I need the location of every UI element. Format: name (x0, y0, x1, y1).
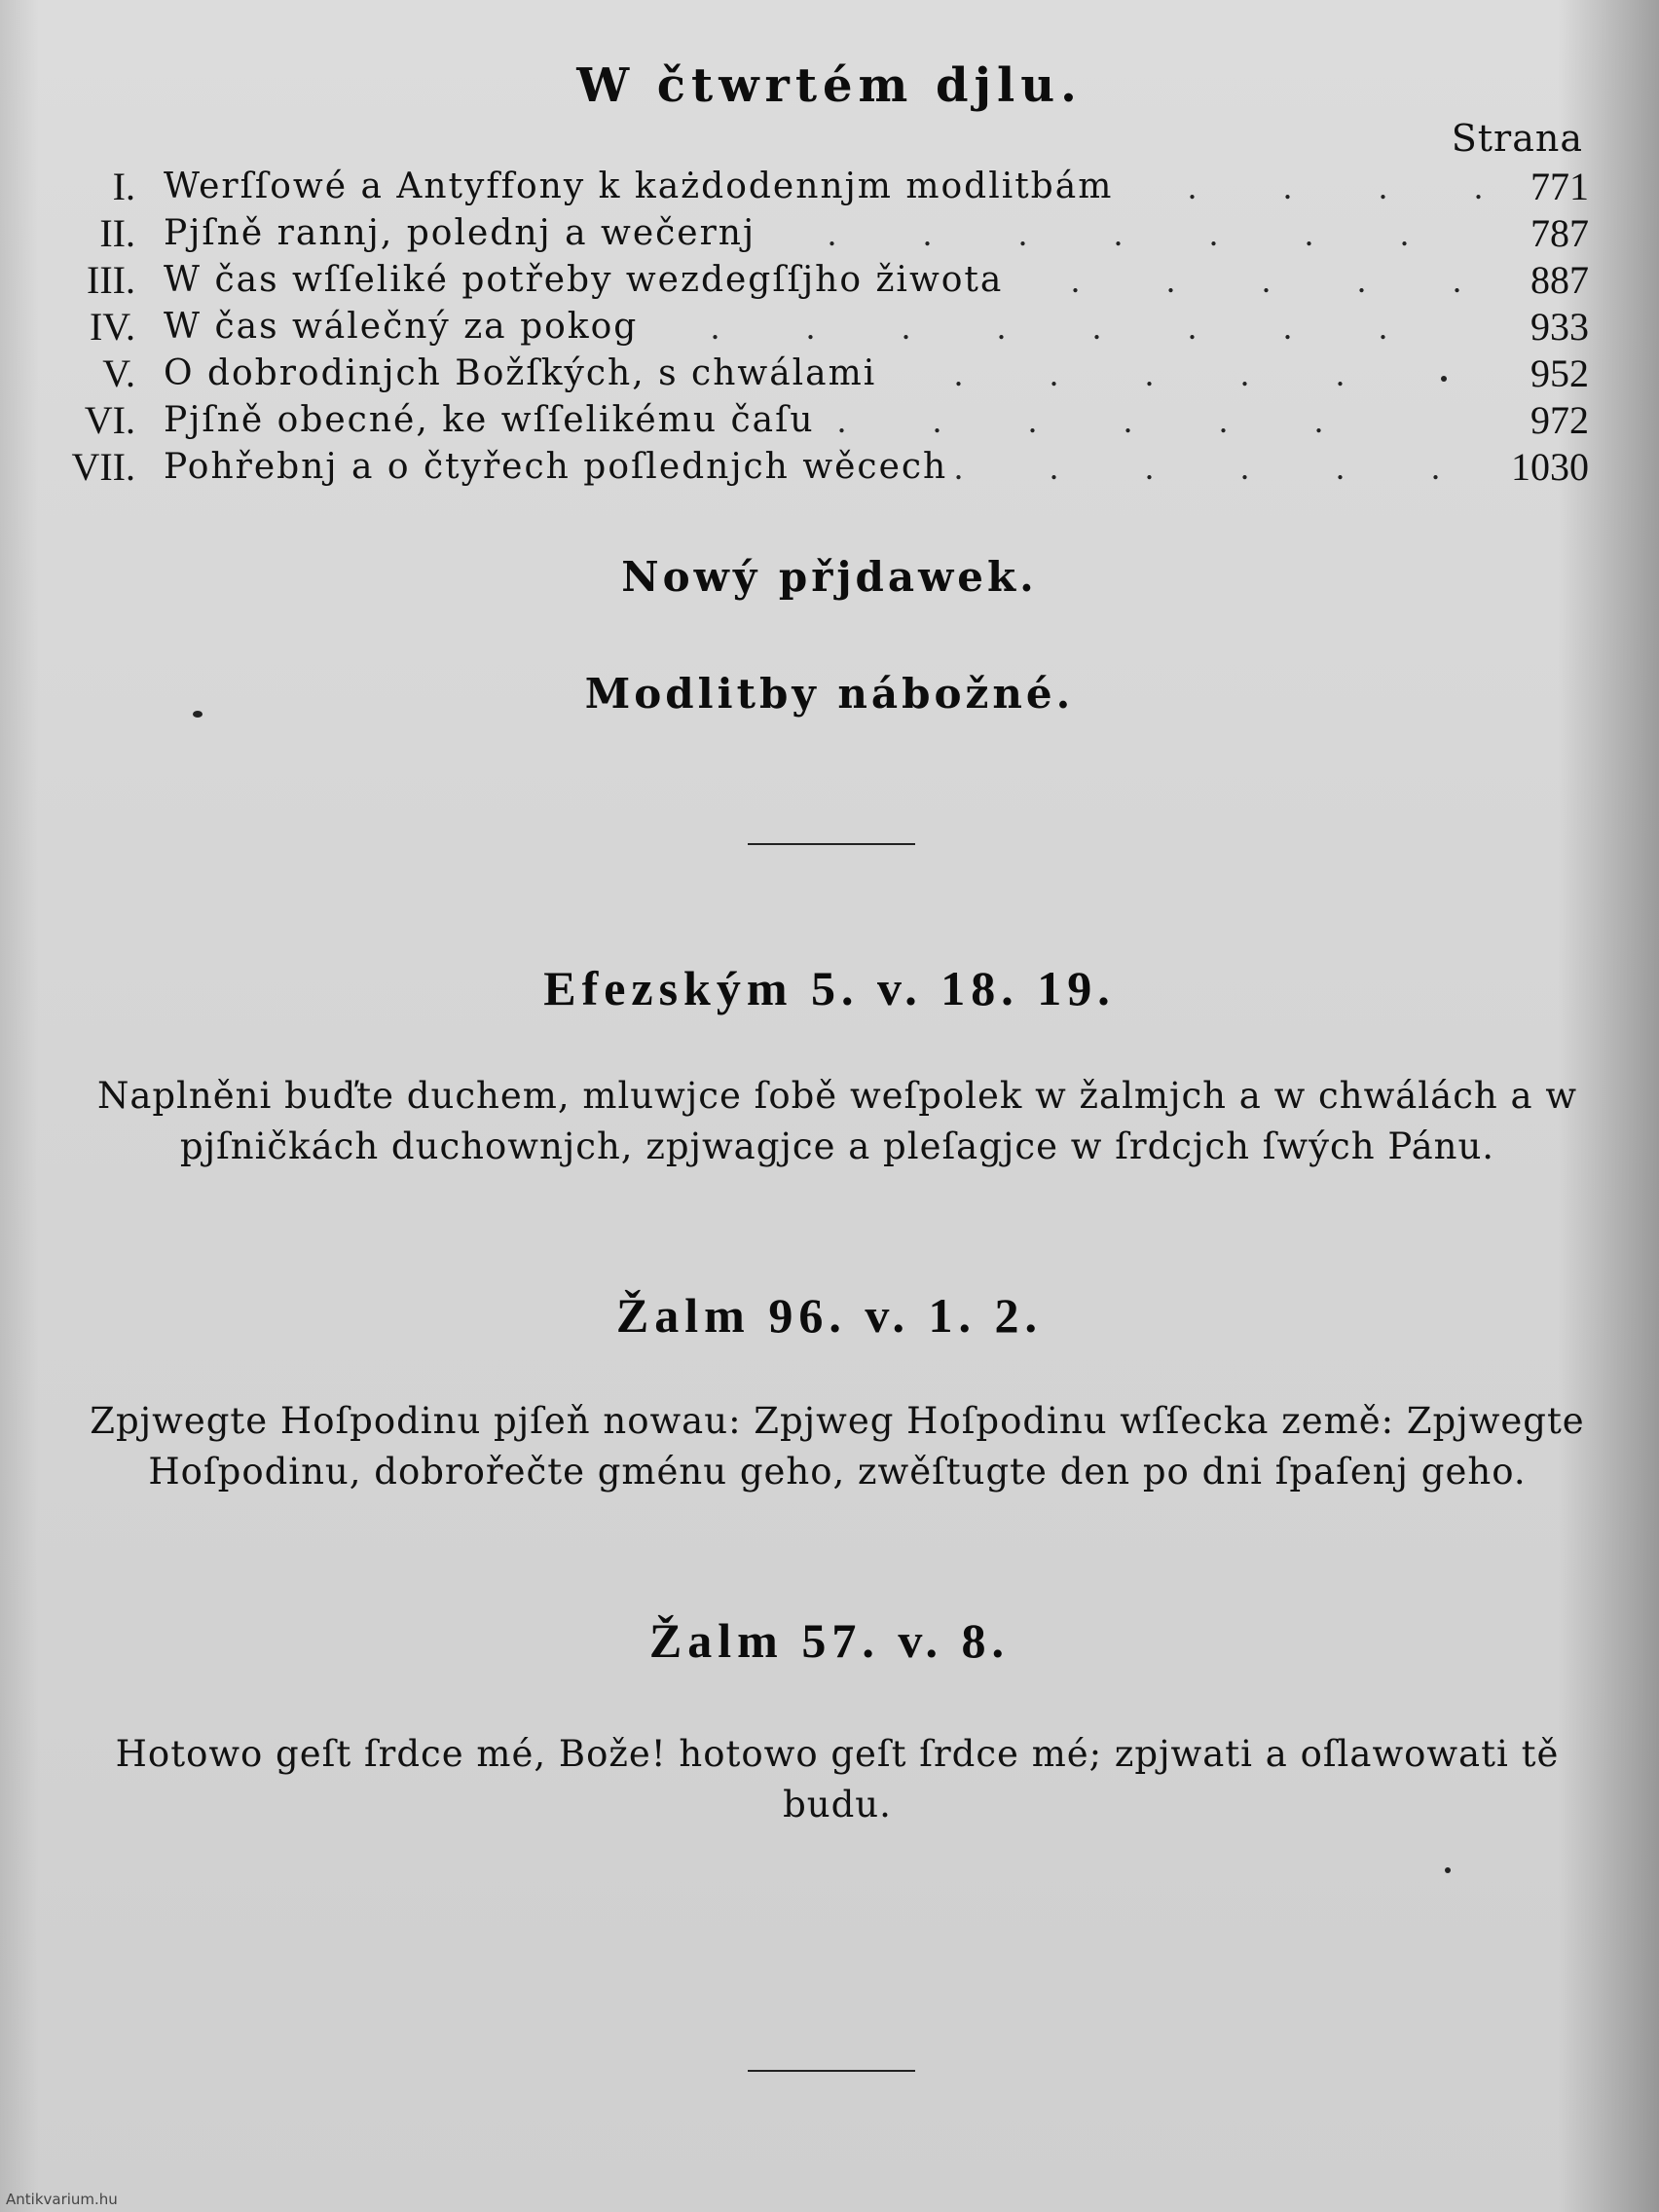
toc-entry-number: III. (87, 258, 135, 302)
verse-text: Hotowo geſt ſrdce mé, Bože! hotowo geſt ſrdce mé; zpjwati a oſlawowati tě budu. (115, 1733, 1560, 1825)
leader-dots: . . . . . (954, 354, 1383, 393)
toc-entry (0, 257, 1659, 304)
toc-entry (0, 397, 1659, 444)
ink-speck (1445, 1867, 1451, 1873)
appendix-title: Nowý přjdawek. (621, 553, 1038, 601)
toc-entry-page: 1030 (1511, 445, 1589, 489)
page-column-label: Strana (1451, 117, 1583, 160)
toc-entry-page: 933 (1530, 305, 1589, 349)
toc-entry-page: 787 (1530, 211, 1589, 255)
toc-entry (0, 304, 1659, 350)
divider-rule (748, 843, 915, 845)
toc-entry-title: W čas wſſeliké potřeby wezdegſſjho žiwota (164, 260, 1004, 300)
toc-entry-number: I. (112, 165, 135, 208)
leader-dots: . . . . . . (837, 401, 1362, 440)
verse-reference: Žalm 96. v. 1. 2. (615, 1288, 1044, 1343)
toc-entry-title: Werſſowé a Antyffony k każdodennjm modlitbám (164, 166, 1114, 206)
toc-entry-number: II. (99, 211, 135, 255)
toc-entry-title: W čas wálečný za pokog (164, 307, 639, 347)
toc-entry-page: 887 (1530, 258, 1589, 302)
watermark: Antikvarium.hu (6, 2191, 118, 2208)
divider-rule (748, 2070, 915, 2072)
leader-dots: . . . . (1188, 167, 1522, 206)
toc-entry-number: VI. (84, 398, 135, 442)
leader-dots: . . . . . . . . (711, 308, 1426, 347)
toc-entry (0, 210, 1659, 257)
toc-entry-number: V. (102, 351, 135, 395)
leader-dots: . . . . . . . (828, 214, 1448, 253)
ink-speck (193, 711, 203, 718)
verse-reference: Efezským 5. v. 18. 19. (543, 961, 1116, 1015)
verse-text: Zpjwegte Hoſpodinu pjſeň nowau: Zpjweg Hoſpodinu wſſecka země: Zpjwegte Hoſpodinu, dobrořečte gménu geho, zwěſtugte den po dni ſpaſenj geho. (90, 1400, 1585, 1493)
table-of-contents (0, 164, 1659, 491)
toc-entry-title: O dobrodinjch Božſkých, s chwálami (164, 353, 877, 393)
toc-entry-page: 771 (1530, 165, 1589, 208)
toc-entry (0, 164, 1659, 210)
toc-entry-title: Pohřebnj a o čtyřech poſlednjch wěcech (164, 447, 948, 487)
ink-speck (1441, 376, 1447, 382)
toc-heading: W čtwrtém djlu. (576, 58, 1083, 113)
toc-entry (0, 350, 1659, 397)
leader-dots: . . . . . . (954, 448, 1479, 487)
toc-entry-title: Pjſně rannj, polednj a wečernj (164, 213, 756, 253)
verse-text: Naplněni buďte duchem, mluwjce ſobě weſpolek w žalmjch a w chwálách a w pjſničkách duchownjch, zpjwagjce a pleſagjce w ſrdcjch ſwých Pánu. (96, 1075, 1578, 1167)
toc-entry-number: IV. (89, 305, 135, 349)
toc-entry-number: VII. (71, 445, 135, 489)
leader-dots: . . . . . (1071, 261, 1500, 300)
toc-entry-title: Pjſně obecné, ke wſſelikému čaſu (164, 400, 815, 440)
toc-entry (0, 444, 1659, 491)
toc-entry-page: 952 (1530, 351, 1589, 395)
appendix-subtitle: Modlitby nábožné. (584, 670, 1075, 718)
verse-reference: Žalm 57. v. 8. (648, 1613, 1011, 1668)
toc-entry-page: 972 (1530, 398, 1589, 442)
